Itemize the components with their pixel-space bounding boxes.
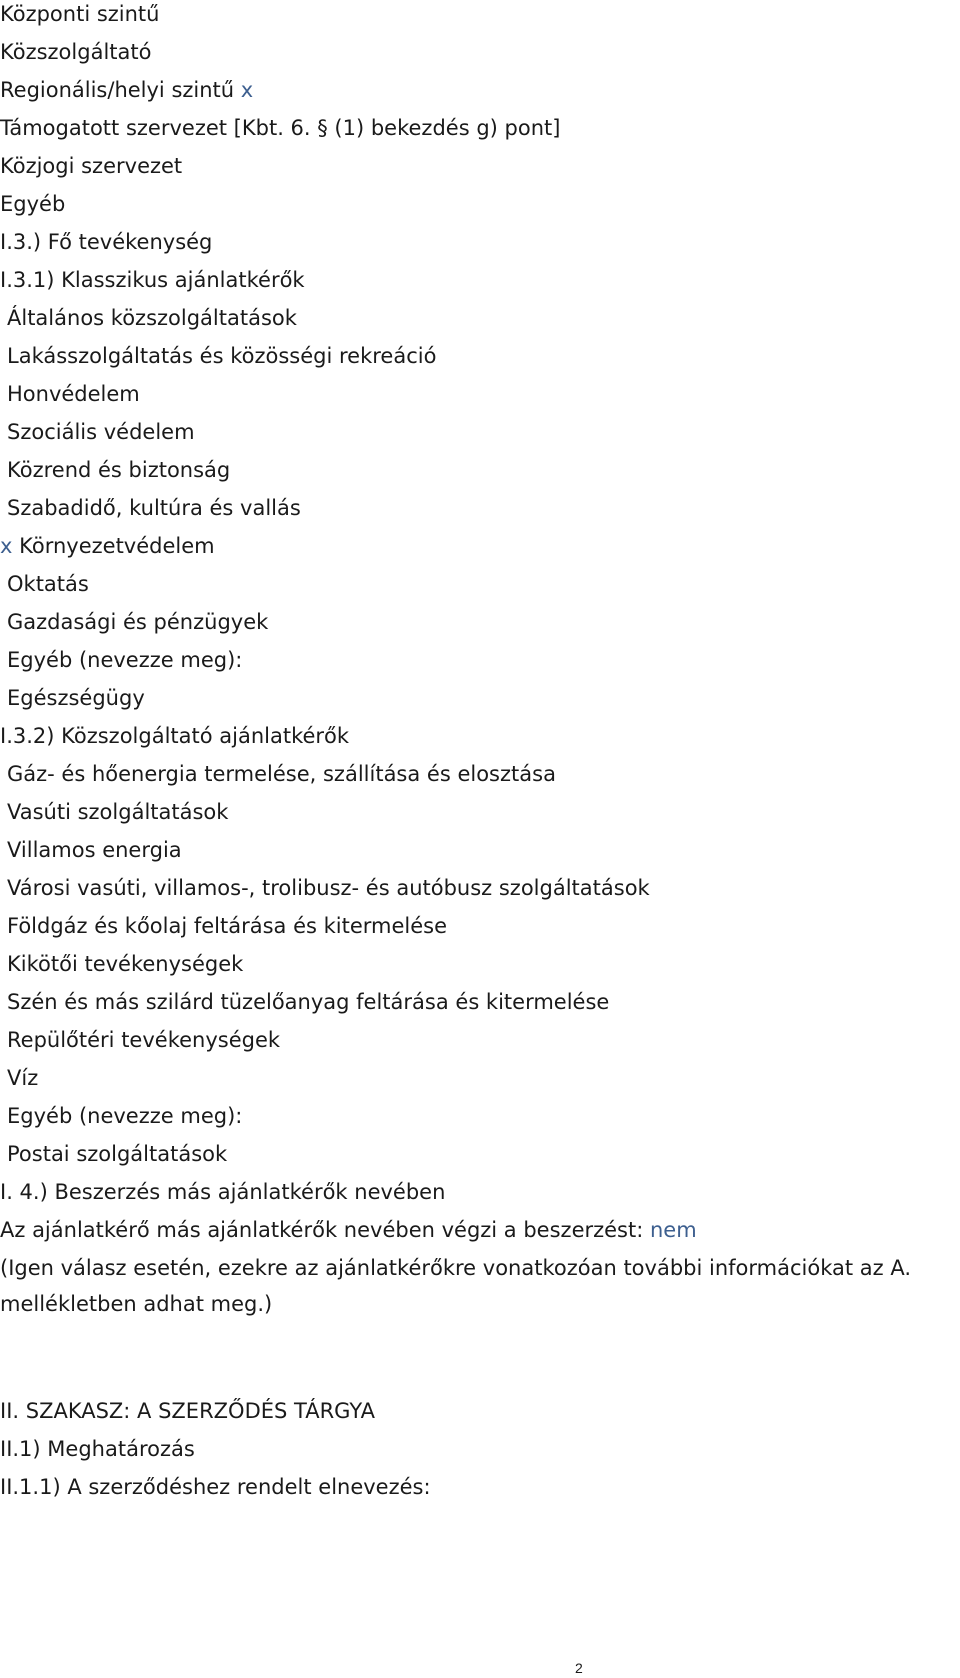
subsection-heading-kozszolgaltato: I.3.2) Közszolgáltató ajánlatkérők bbox=[0, 724, 350, 748]
section-title-ii: II. SZAKASZ: A SZERZŐDÉS TÁRGYA bbox=[0, 1399, 375, 1423]
section-heading-beszerzes: I. 4.) Beszerzés más ajánlatkérők nevében bbox=[0, 1180, 446, 1204]
list-item: Általános közszolgáltatások bbox=[7, 306, 297, 330]
option-kozjogi-szervezet: Közjogi szervezet bbox=[0, 154, 183, 178]
list-item: Szabadidő, kultúra és vallás bbox=[7, 496, 301, 520]
question-text: Az ajánlatkérő más ajánlatkérők nevében végzi a beszerzést: bbox=[0, 1218, 644, 1242]
question-line bbox=[0, 1216, 697, 1244]
list-item: Szociális védelem bbox=[7, 420, 195, 444]
list-item: Honvédelem bbox=[7, 382, 140, 406]
list-item: Egészségügy bbox=[7, 686, 145, 710]
note-paragraph: (Igen válasz esetén, ezekre az ajánlatkérőkre vonatkozóan további információkat az A. mellékletben adhat meg.) bbox=[0, 1256, 912, 1316]
list-item: Szén és más szilárd tüzelőanyag feltárása és kitermelése bbox=[7, 990, 610, 1014]
list-item: Postai szolgáltatások bbox=[7, 1142, 228, 1166]
subsection-heading-meghatarozas: II.1) Meghatározás bbox=[0, 1437, 195, 1461]
list-item: Vasúti szolgáltatások bbox=[7, 800, 229, 824]
subsection-heading-klasszikus: I.3.1) Klasszikus ajánlatkérők bbox=[0, 268, 305, 292]
option-kozponti-szintu: Központi szintű bbox=[0, 2, 160, 26]
option-kozszolgaltato: Közszolgáltató bbox=[0, 40, 152, 64]
list-item: Víz bbox=[7, 1066, 39, 1090]
list-item: Repülőtéri tevékenységek bbox=[7, 1028, 281, 1052]
option-tamogatott-szervezet: Támogatott szervezet [Kbt. 6. § (1) bekezdés g) pont] bbox=[0, 116, 561, 140]
selected-mark: x bbox=[240, 78, 254, 102]
section-heading-fo-tevekenyseg: I.3.) Fő tevékenység bbox=[0, 230, 213, 254]
page-number: 2 bbox=[575, 1660, 583, 1676]
list-item: Városi vasúti, villamos-, trolibusz- és autóbusz szolgáltatások bbox=[7, 876, 650, 900]
list-item: Közrend és biztonság bbox=[7, 458, 231, 482]
list-item: Gazdasági és pénzügyek bbox=[7, 610, 269, 634]
answer-value: nem bbox=[650, 1218, 697, 1242]
list-item: Egyéb (nevezze meg): bbox=[7, 1104, 243, 1128]
list-item: Lakásszolgáltatás és közösségi rekreáció bbox=[7, 344, 437, 368]
list-item: Földgáz és kőolaj feltárása és kitermelése bbox=[7, 914, 448, 938]
list-item: Villamos energia bbox=[7, 838, 182, 862]
option-egyeb: Egyéb bbox=[0, 192, 66, 216]
list-item: Gáz- és hőenergia termelése, szállítása és elosztása bbox=[7, 762, 556, 786]
list-item: Kikötői tevékenységek bbox=[7, 952, 244, 976]
subsection-heading-elnevezes: II.1.1) A szerződéshez rendelt elnevezés: bbox=[0, 1475, 431, 1499]
option-regionalis bbox=[0, 76, 253, 104]
list-item: Egyéb (nevezze meg): bbox=[7, 648, 243, 672]
option-regionalis-label: Regionális/helyi szintű bbox=[0, 78, 235, 102]
list-item: Oktatás bbox=[7, 572, 89, 596]
list-item-label: Környezetvédelem bbox=[19, 534, 215, 558]
selected-mark: x bbox=[0, 534, 13, 558]
list-item-checked bbox=[0, 532, 215, 560]
